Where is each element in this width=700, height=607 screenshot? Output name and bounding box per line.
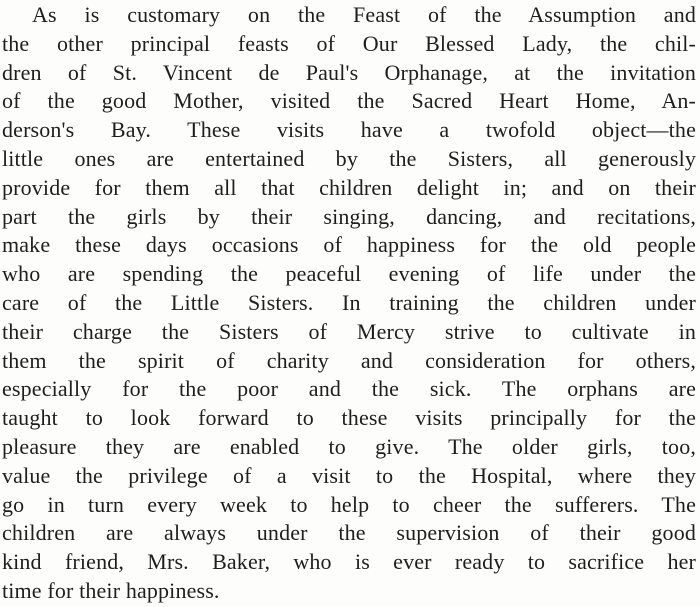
- text-line: value the privilege of a visit to the Hospital, where they: [2, 462, 696, 488]
- article-paragraph: [2, 1, 696, 606]
- text-line: kind friend, Mrs. Baker, who is ever ready to sacrifice her: [2, 549, 696, 575]
- text-line: provide for them all that children delight in; and on their: [2, 174, 696, 200]
- text-line: make these days occasions of happiness for the old people: [2, 232, 696, 258]
- text-line: who are spending the peaceful evening of life under the: [2, 261, 696, 287]
- text-line: part the girls by their singing, dancing, and recitations,: [2, 203, 696, 229]
- text-line: especially for the poor and the sick. The orphans are: [2, 376, 696, 402]
- text-line: of the good Mother, visited the Sacred Heart Home, An-: [2, 88, 696, 114]
- text-line: taught to look forward to these visits principally for the: [2, 405, 696, 431]
- text-line: their charge the Sisters of Mercy strive to cultivate in: [2, 318, 696, 344]
- text-line: them the spirit of charity and consideration for others,: [2, 347, 696, 373]
- text-line: the other principal feasts of Our Blessed Lady, the chil-: [2, 30, 696, 56]
- text-line: derson's Bay. These visits have a twofold object—the: [2, 117, 696, 143]
- text-line: dren of St. Vincent de Paul's Orphanage, at the invitation: [2, 59, 696, 85]
- text-line: As is customary on the Feast of the Assumption and: [32, 2, 696, 27]
- text-line: children are always under the supervision of their good: [2, 520, 696, 546]
- text-line: pleasure they are enabled to give. The older girls, too,: [2, 433, 696, 459]
- text-line: go in turn every week to help to cheer the sufferers. The: [2, 491, 696, 517]
- text-line: little ones are entertained by the Sisters, all generously: [2, 145, 696, 171]
- text-line: time for their happiness.: [2, 577, 220, 603]
- text-line: care of the Little Sisters. In training the children under: [2, 289, 696, 315]
